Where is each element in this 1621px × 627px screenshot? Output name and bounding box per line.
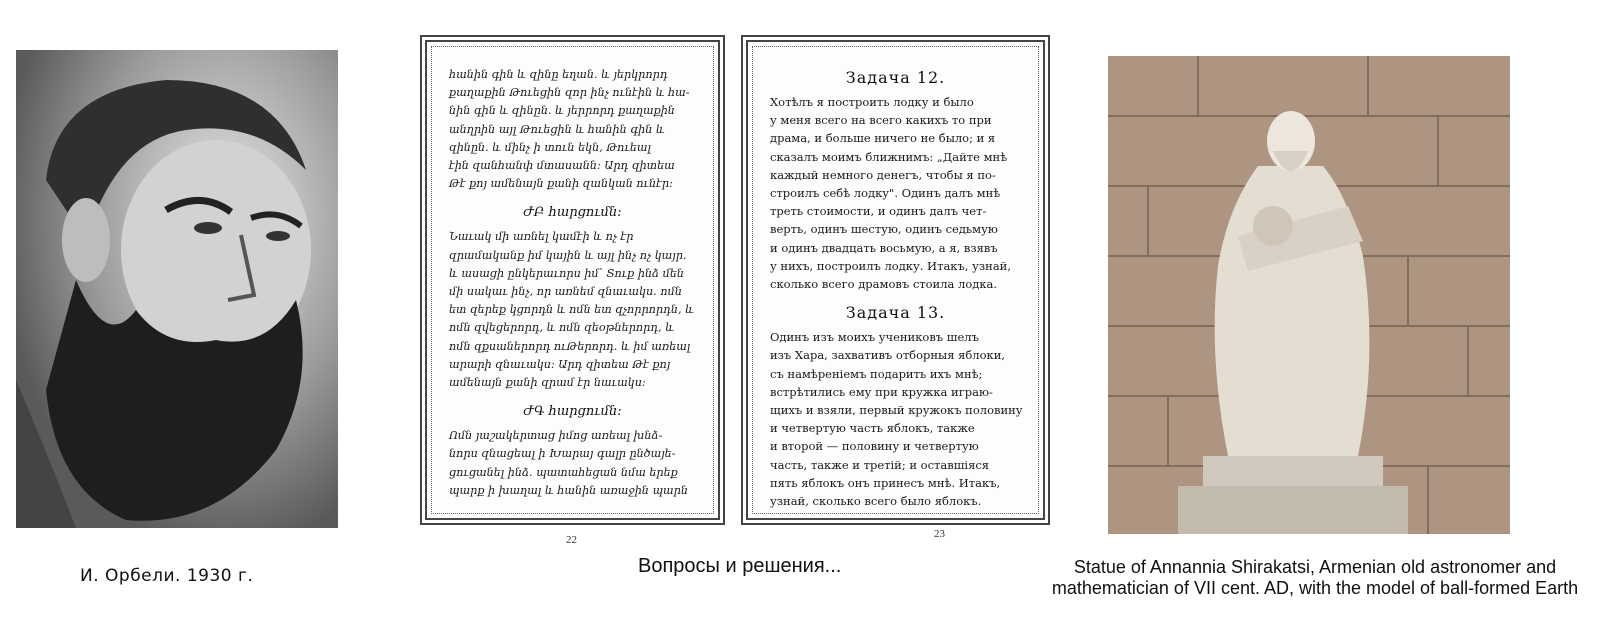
text-line: каждый немного денегъ, чтобы я по-	[770, 167, 996, 182]
text-line: драма, и больше ничего не было; и я	[770, 131, 996, 146]
text-line: և ասացի ընկերաւորս իմ՝ Տուք ինձ մեն	[449, 266, 685, 280]
text-line: Թէ քոյ ամենայն քանի զանկան ունէր:	[449, 177, 673, 191]
text-line: у нихъ, построилъ лодку. Итакъ, узнай,	[770, 258, 1012, 273]
armenian-paragraph-1	[449, 66, 696, 193]
text-line: у меня всего на всего какихъ то при	[770, 113, 992, 128]
task-13-title: Задача 13.	[845, 303, 946, 323]
text-line: պարք ի խաղալ և հանին առաջին պարն	[449, 483, 688, 497]
statue-photo	[1108, 56, 1510, 534]
text-line: արարի զնաւակս: Արդ զիտեա Թէ քոյ	[449, 357, 671, 371]
text-line: и второй — половину и четвертую	[770, 439, 979, 454]
text-line: ցուցանել ինձ. պատահեցան նմա երեք	[449, 465, 678, 479]
task-12-title: Задача 12.	[845, 68, 946, 87]
text-line: նորս զնացեալ ի Խարայ գալր ընծայե-	[449, 447, 676, 461]
task-13-text	[770, 328, 1021, 510]
text-line: съ намѣреніемъ подарить ихъ мнѣ;	[770, 366, 983, 381]
text-line: քաղաքին Թուեցին զոր ինչ ունէին և հա-	[449, 86, 690, 100]
armenian-heading-12: ԺԲ հարցումն:	[523, 205, 622, 221]
text-line: Хотѣлъ я построить лодку и было	[770, 95, 974, 109]
text-line: էին զանհանփ մտասանն: Արդ զիտեա	[449, 159, 675, 173]
text-line: Նաւակ մի առնել կամէի և ոչ էր	[449, 230, 634, 244]
page-number-right: 23	[934, 528, 945, 540]
statue-caption-line-2: mathematician of VII cent. AD, with the model of ball-formed Earth	[1051, 578, 1579, 598]
task-12-text	[770, 93, 1021, 293]
armenian-paragraph-2	[449, 228, 696, 392]
statue-caption	[1025, 557, 1605, 599]
page-number-left: 22	[566, 534, 577, 546]
text-line: треть стоимости, и одинъ далъ чет-	[770, 204, 987, 219]
statue-caption-line-1: Statue of Annannia Shirakatsi, Armenian old astronomer and	[1073, 557, 1557, 577]
book-page-right	[741, 35, 1050, 525]
text-line: նին գին և զինըն. և յերրորդ քաղաքին	[449, 104, 675, 118]
text-line: ոմն զքսաներորդ ուԹերորդ. և իմ առեալ	[449, 339, 691, 353]
text-line: изъ Хара, захвативъ отборныя яблоки,	[770, 348, 1006, 363]
text-line: Одинъ изъ моихъ учениковъ шелъ	[770, 330, 979, 345]
text-line: и одинъ двадцать восьмую, а я, взявъ	[770, 240, 998, 255]
armenian-paragraph-3	[449, 427, 696, 500]
portrait-caption: И. Орбели. 1930 г.	[80, 566, 254, 586]
portrait-drawing	[16, 50, 338, 528]
text-line: сколько всего драмовъ стоила лодка.	[770, 277, 998, 292]
text-line: Ոմն յաշակերտաց իմոց առեալ խնձ-	[449, 429, 663, 443]
armenian-heading-13: ԺԳ հարցումն:	[523, 404, 622, 420]
text-line: անղրին այլ Թուեցին և հանին գին և	[449, 122, 665, 136]
text-line: ետ զերեք կցորդն և ոմն ետ զչորրորդն, և	[449, 303, 694, 317]
text-line: հանին գին և զինը եղան. և յերկրորդ	[449, 68, 668, 81]
portrait-photo	[16, 50, 338, 528]
book-page-left	[420, 35, 725, 525]
text-line: часть, также и третій; и оставшіяся	[770, 457, 990, 472]
text-line: ոմն զվեցերորդ, և ոմն զեօթներորդ, և	[449, 321, 675, 335]
text-line: верть, одинъ шестую, одинъ седьмую	[770, 222, 998, 237]
text-line: строилъ себѣ лодку". Одинъ далъ мнѣ	[770, 186, 1001, 201]
text-line: узнай, сколько всего было яблокъ.	[770, 494, 982, 509]
text-line: մի սակաւ ինչ, որ առնեմ զնաւակս. ոմն	[449, 285, 682, 299]
text-line: встрѣтились ему при кружка играю-	[770, 384, 993, 399]
text-line: щихъ и взяли, первый кружокъ половину	[770, 403, 1023, 418]
text-line: զրամականք իմ կային և այլ ինչ ոչ կայր.	[449, 248, 687, 262]
text-line: զինըն. և մինչ ի տուն եկն, Թուեալ	[449, 140, 651, 154]
book-caption: Вопросы и решения...	[638, 555, 842, 577]
text-line: ամենայն քանի զրամ էր նաւակս:	[449, 376, 646, 390]
statue-drawing	[1108, 56, 1510, 534]
text-line: и четвертую часть яблокъ, также	[770, 421, 975, 436]
text-line: пять яблокъ онъ принесъ мнѣ. Итакъ,	[770, 475, 1001, 490]
text-line: сказалъ моимъ ближнимъ: „Дайте мнѣ	[770, 149, 1008, 164]
